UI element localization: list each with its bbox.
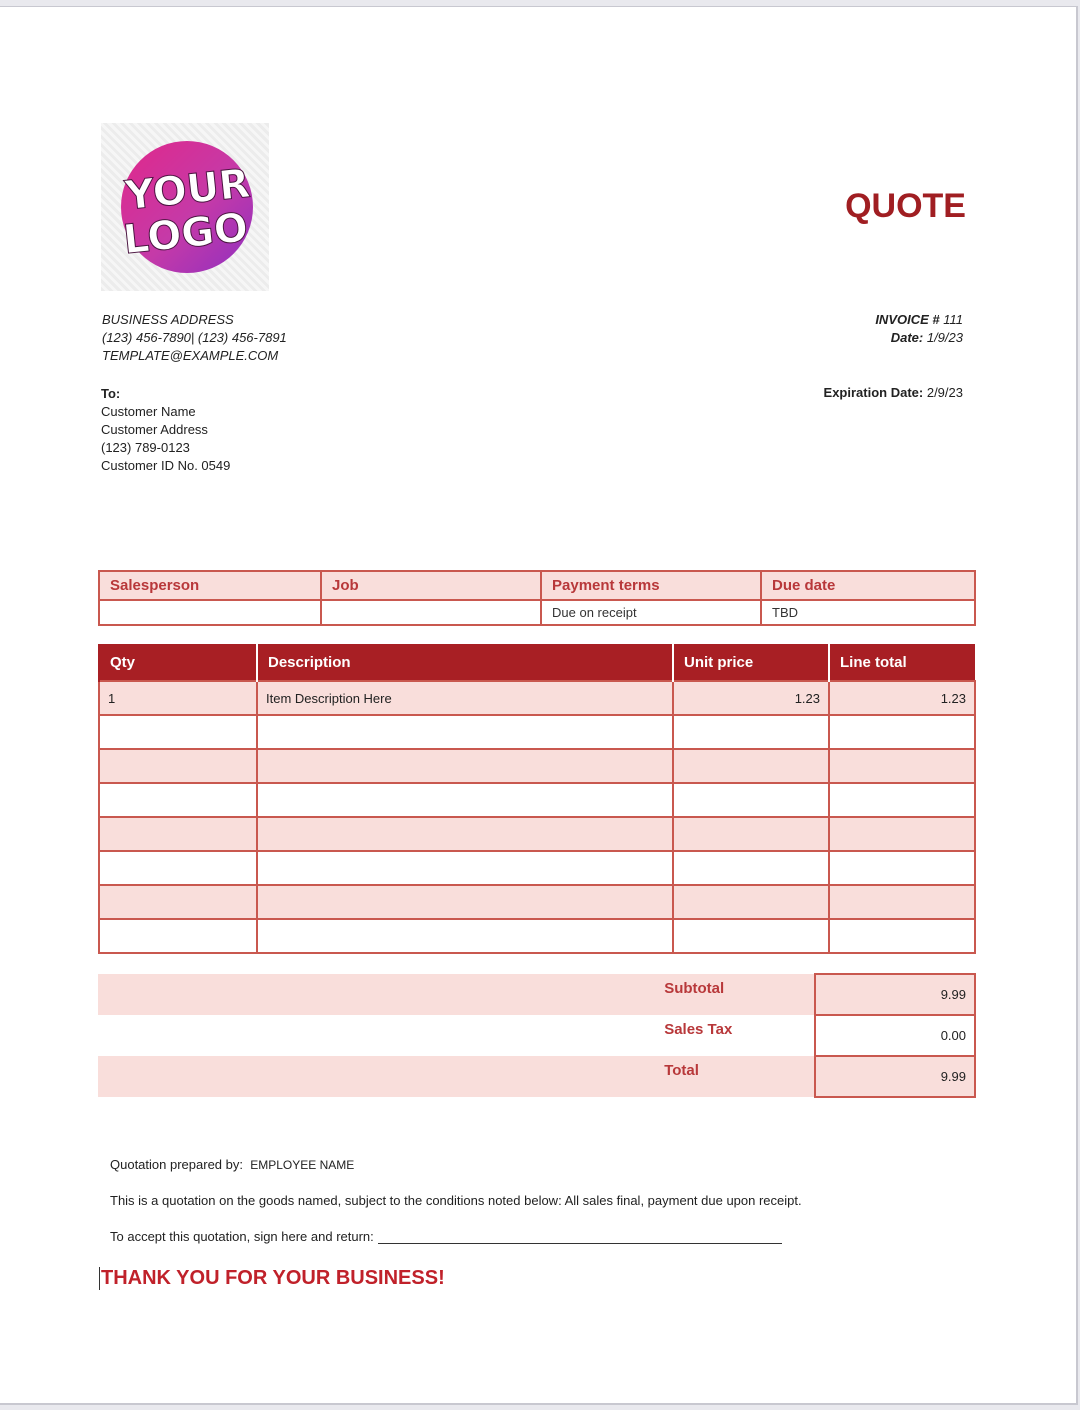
cell-qty[interactable] — [99, 749, 257, 783]
invoice-number: 111 — [943, 312, 963, 327]
cell-qty[interactable] — [99, 817, 257, 851]
cell-description[interactable] — [257, 851, 673, 885]
total-row — [98, 1056, 975, 1097]
cell-unit-price[interactable] — [673, 715, 829, 749]
order-info-table — [98, 570, 976, 626]
sales-tax-label: Sales Tax — [664, 1021, 733, 1038]
sales-tax-row — [98, 1015, 975, 1056]
business-phones: (123) 456-7890| (123) 456-7891 — [102, 330, 287, 345]
cell-line-total[interactable] — [829, 715, 975, 749]
header-payment-terms: Payment terms — [541, 571, 761, 600]
cell-description[interactable] — [257, 715, 673, 749]
total-value[interactable]: 9.99 — [815, 1056, 975, 1097]
customer-name: Customer Name — [101, 404, 196, 419]
header-unit-price: Unit price — [673, 644, 829, 681]
total-label: Total — [664, 1056, 815, 1097]
invoice-number-label: INVOICE # — [875, 312, 940, 327]
table-row — [99, 919, 975, 953]
customer-id: Customer ID No. 0549 — [101, 458, 231, 473]
cell-line-total[interactable] — [829, 783, 975, 817]
order-info-value-row — [99, 600, 975, 625]
table-row — [99, 715, 975, 749]
prepared-by — [110, 1157, 354, 1172]
total-spacer — [98, 1056, 664, 1097]
cell-description[interactable] — [257, 749, 673, 783]
line-items-table — [98, 644, 976, 954]
cell-qty[interactable] — [99, 715, 257, 749]
cell-line-total[interactable] — [829, 851, 975, 885]
cell-line-total[interactable] — [829, 919, 975, 953]
table-row — [99, 681, 975, 715]
line-items-header-row — [99, 644, 975, 681]
expiration-label: Expiration Date: — [823, 385, 924, 400]
logo-badge-icon — [101, 123, 269, 291]
header-description: Description — [257, 644, 673, 681]
sales-tax-value[interactable]: 0.00 — [815, 1015, 975, 1056]
document-page — [0, 6, 1078, 1405]
customer-phone: (123) 789-0123 — [101, 440, 190, 455]
logo-text-line2: LOGO — [121, 204, 251, 264]
cell-unit-price[interactable] — [673, 817, 829, 851]
header-due-date: Due date — [761, 571, 975, 600]
cell-line-total[interactable] — [829, 817, 975, 851]
subtotal-row — [98, 974, 975, 1015]
company-logo — [101, 123, 269, 291]
cell-description[interactable]: Item Description Here — [257, 681, 673, 715]
value-job[interactable] — [321, 600, 541, 625]
table-row — [99, 749, 975, 783]
cell-description[interactable] — [257, 885, 673, 919]
cell-unit-price[interactable] — [673, 851, 829, 885]
recipient-info — [101, 385, 230, 475]
invoice-date: 1/9/23 — [926, 330, 963, 345]
invoice-info — [875, 311, 963, 347]
cell-unit-price[interactable] — [673, 749, 829, 783]
value-due-date[interactable]: TBD — [761, 600, 975, 625]
cell-description[interactable] — [257, 919, 673, 953]
cell-unit-price[interactable]: 1.23 — [673, 681, 829, 715]
accept-label: To accept this quotation, sign here and return: — [110, 1229, 374, 1244]
subtotal-value[interactable]: 9.99 — [815, 974, 975, 1015]
header-salesperson: Salesperson — [99, 571, 321, 600]
expiration-date: 2/9/23 — [926, 385, 963, 400]
header-line-total: Line total — [829, 644, 975, 681]
invoice-date-label: Date: — [890, 330, 924, 345]
cell-line-total[interactable] — [829, 749, 975, 783]
line-items-body — [99, 681, 975, 953]
order-info-header-row — [99, 571, 975, 600]
table-row — [99, 885, 975, 919]
accept-line — [110, 1229, 782, 1244]
business-address: BUSINESS ADDRESS — [102, 312, 234, 327]
cell-line-total[interactable] — [829, 885, 975, 919]
to-label: To: — [101, 386, 121, 401]
expiration-info — [824, 385, 963, 400]
logo-text-line1: YOUR — [123, 160, 253, 220]
header-qty: Qty — [99, 644, 257, 681]
cell-qty[interactable] — [99, 919, 257, 953]
cell-qty[interactable] — [99, 851, 257, 885]
table-row — [99, 851, 975, 885]
subtotal-label: Subtotal — [664, 974, 815, 1015]
prepared-by-label: Quotation prepared by: — [110, 1157, 243, 1172]
signature-line[interactable] — [378, 1231, 782, 1244]
business-info — [102, 311, 287, 365]
customer-address: Customer Address — [101, 422, 208, 437]
thank-you-message: THANK YOU FOR YOUR BUSINESS! — [101, 1267, 445, 1289]
cell-unit-price[interactable] — [673, 919, 829, 953]
cell-qty[interactable] — [99, 885, 257, 919]
value-payment-terms[interactable]: Due on receipt — [541, 600, 761, 625]
cell-unit-price[interactable] — [673, 783, 829, 817]
business-email: TEMPLATE@EXAMPLE.COM — [102, 348, 279, 363]
table-row — [99, 783, 975, 817]
prepared-by-name: EMPLOYEE NAME — [250, 1158, 355, 1172]
cell-description[interactable] — [257, 817, 673, 851]
cell-qty[interactable] — [99, 783, 257, 817]
table-row — [99, 817, 975, 851]
document-title: QUOTE — [845, 187, 966, 225]
totals-table — [98, 973, 976, 1098]
cell-qty[interactable]: 1 — [99, 681, 257, 715]
cell-line-total[interactable]: 1.23 — [829, 681, 975, 715]
cell-unit-price[interactable] — [673, 885, 829, 919]
value-salesperson[interactable] — [99, 600, 321, 625]
conditions-text: This is a quotation on the goods named, subject to the conditions noted below: All sales final, payment due upon receipt. — [110, 1193, 802, 1208]
header-job: Job — [321, 571, 541, 600]
cell-description[interactable] — [257, 783, 673, 817]
subtotal-spacer — [98, 974, 664, 1015]
sales-tax-spacer — [98, 1015, 664, 1056]
